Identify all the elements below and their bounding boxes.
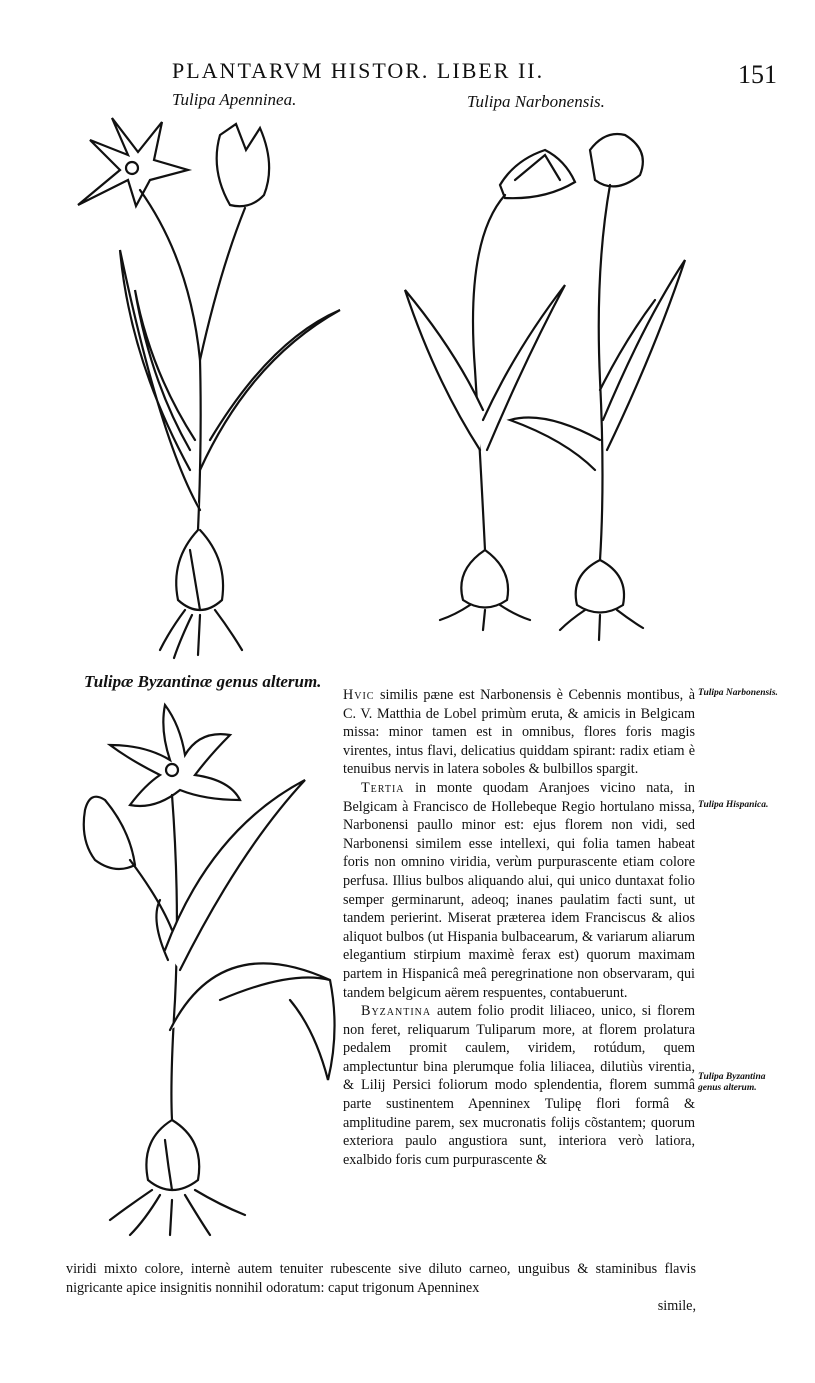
caption-tulipa-narbonensis: Tulipa Narbonensis. (467, 92, 605, 111)
margin-note-byzantina: Tulipa Byzantina genus alterum. (698, 1072, 766, 1093)
margin-note-hispanica: Tulipa Hispanica. (698, 800, 769, 810)
catchword: simile, (657, 1298, 696, 1315)
paragraph-lead: Byzantina (361, 1003, 432, 1020)
woodcut-tulipa-apenninea (50, 110, 350, 670)
woodcut-tulipa-narbonensis (395, 120, 695, 650)
paragraph-lead: Tertia (361, 779, 405, 796)
paragraph-byzantina (343, 1002, 695, 1169)
woodcut-tulipa-byzantina (60, 700, 350, 1260)
body-text-column (343, 686, 695, 1169)
paragraph-narbonensis (343, 686, 695, 779)
full-width-line: viridi mixto colore, internè autem tenuiter rubescente sive diluto carneo, unguibus & staminibus flavis nigricante apice insignitis nonnihil odoratum: caput trigonum Apenninex (66, 1261, 696, 1296)
paragraph-text: autem folio prodit liliaceo, unico, si florem non feret, reliquarum Tuliparum more, at florem prolatura pedalem promit caulem, viridem, rotúdum, quem amplectuntur bina plerumque folia liliacea, dilutiùs virentia, & Lilij Persici foliorum modo splendentia, florem summâ parte sustinentem Apenninex Tulipę flori formâ & amplitudine parem, sex mucronatis folijs cõstantem; quorum exteriora paulo angustiora sunt, interiora verò latiora, exalbido foris cum purpurascente & (343, 1003, 695, 1168)
caption-tulipa-apenninea: Tulipa Apenninea. (172, 90, 297, 109)
paragraph-lead: Hvic (343, 687, 375, 703)
running-head: PLANTARVM HISTOR. LIBER II. (172, 58, 545, 83)
caption-tulipa-byzantina: Tulipæ Byzantinæ genus alterum. (84, 672, 322, 691)
body-text-full-width (66, 1260, 696, 1316)
paragraph-text: in monte quodam Aranjoes vicino nata, in Belgicam à Francisco de Hollebeque Regio hortulano missa, Narbonensi paullo minor est: ejus florem non vidi, sed Narbonensi similem esse intellexi, qui folia tamen habeat foris non omnino viridia, verùm purpurascente etiam colore perfusa. Illius bulbos aliquando alui, qui unico duntaxat folio semper germinarunt, adeoq; inanes paulatim facti sunt, ut tandem perierint. Miserat præterea idem Franciscus & alios aliquot bulbos (ut Hispania bulbacearum, & variarum aliarum elegantium stirpium maximè ferax est) quorum maximam partem in Hispanicâ meâ peregrinatione non observaram, qui tandem belgicum aërem respuentes, contabuerunt. (343, 779, 695, 1001)
paragraph-hispanica (343, 779, 695, 1002)
page-number: 151 (738, 60, 777, 89)
paragraph-text: similis pæne est Narbonensis è Cebennis montibus, à C. V. Matthia de Lobel primùm eruta, & amicis in Belgicam missa: minor tamen est in omnibus, flores foris magis virentes, intus flavi, delicatius quiddam spirant: radix etiam è tenuibus nervis in latera soboles & bulbillos spargit. (343, 687, 695, 778)
margin-note-narbonensis: Tulipa Narbonensis. (698, 688, 778, 698)
